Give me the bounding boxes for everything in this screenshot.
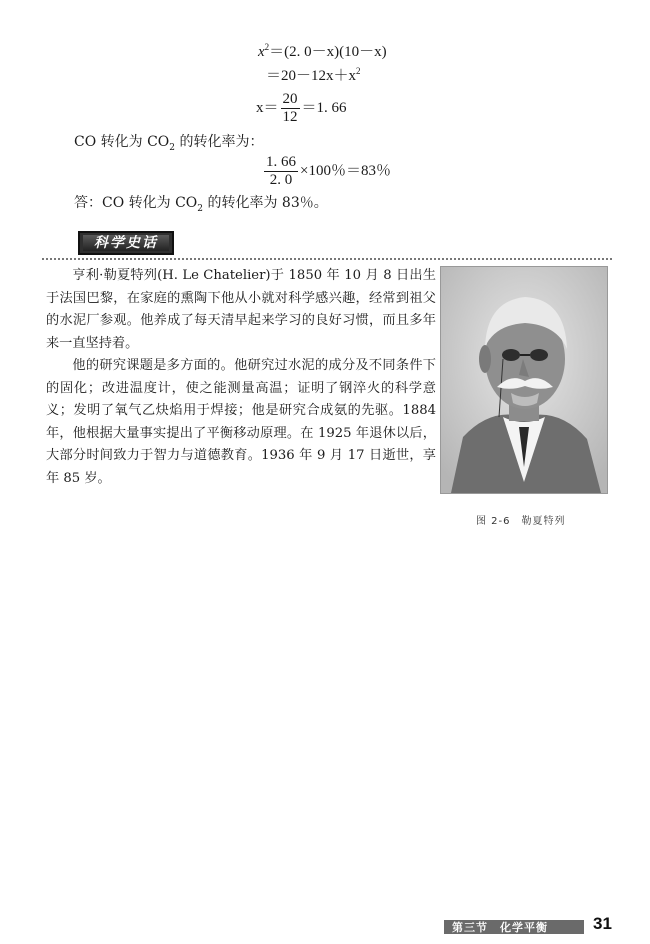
footer-section-label: 第三节 化学平衡 [452,921,548,934]
conversion-intro-text: 的转化率为： [175,134,264,150]
equation-line-2 [266,64,361,85]
banner-label: 科学史话 [83,235,169,251]
fraction [264,154,298,189]
answer-line [74,192,328,214]
equation-exponent: 2 [264,42,270,52]
equation-rhs: ＝(2. 0－x)(10－x) [269,44,387,60]
portrait-illustration [441,267,607,493]
fraction [281,91,300,126]
fraction-numerator: 20 [282,91,298,107]
equation-result: ×100％＝83％ [300,162,391,179]
history-text [46,265,436,490]
conversion-intro [74,131,263,153]
equation-result: ＝1. 66 [301,99,347,116]
portrait-image [440,266,608,494]
subscript: 2 [169,142,176,153]
equation-line-1 [258,40,387,61]
page-number: 31 [593,914,612,933]
equation-exponent: 2 [356,66,361,76]
equation-expansion: ＝20－12x＋x [266,68,357,84]
dotted-divider [42,258,612,260]
conversion-equation [262,154,391,189]
fraction-denominator: 2. 0 [269,172,293,188]
history-paragraph-1: 亨利·勒夏特列(H. Le Chatelier)于 1850 年 10 月 8 日出生于法国巴黎，在家庭的熏陶下他从小就对科学感兴趣，经常到祖父的水泥厂参观。他养成了每天清早起来学习的良好习惯，而且多年来一直坚持着。 [46,268,436,351]
equation-line-3 [256,91,347,126]
answer-text: 的转化率为 83％。 [203,195,328,211]
fraction-numerator: 1. 66 [266,154,296,170]
answer-text: 答：CO 转化为 CO [74,195,198,211]
conversion-intro-text: CO 转化为 CO [74,134,170,150]
fraction-denominator: 12 [282,109,298,125]
equation-lhs: x＝ [256,99,279,116]
figure-caption: 图 2-6 勒夏特列 [476,516,566,527]
subscript: 2 [197,203,204,214]
equation-variable: x [258,44,265,60]
section-banner [78,231,174,255]
history-paragraph-2: 他的研究课题是多方面的。他研究过水泥的成分及不同条件下的固化；改进温度计，使之能测量高温；证明了钢淬火的科学意义；发明了氧气乙炔焰用于焊接；他是研究合成氨的先驱。1884 年，他根据大量事实提出了平衡移动原理。在 1925 年退休以后，大部分时间致力于智力与道德教育。1936 年 9 月 17 日逝世，享年 85 岁。 [46,358,436,486]
